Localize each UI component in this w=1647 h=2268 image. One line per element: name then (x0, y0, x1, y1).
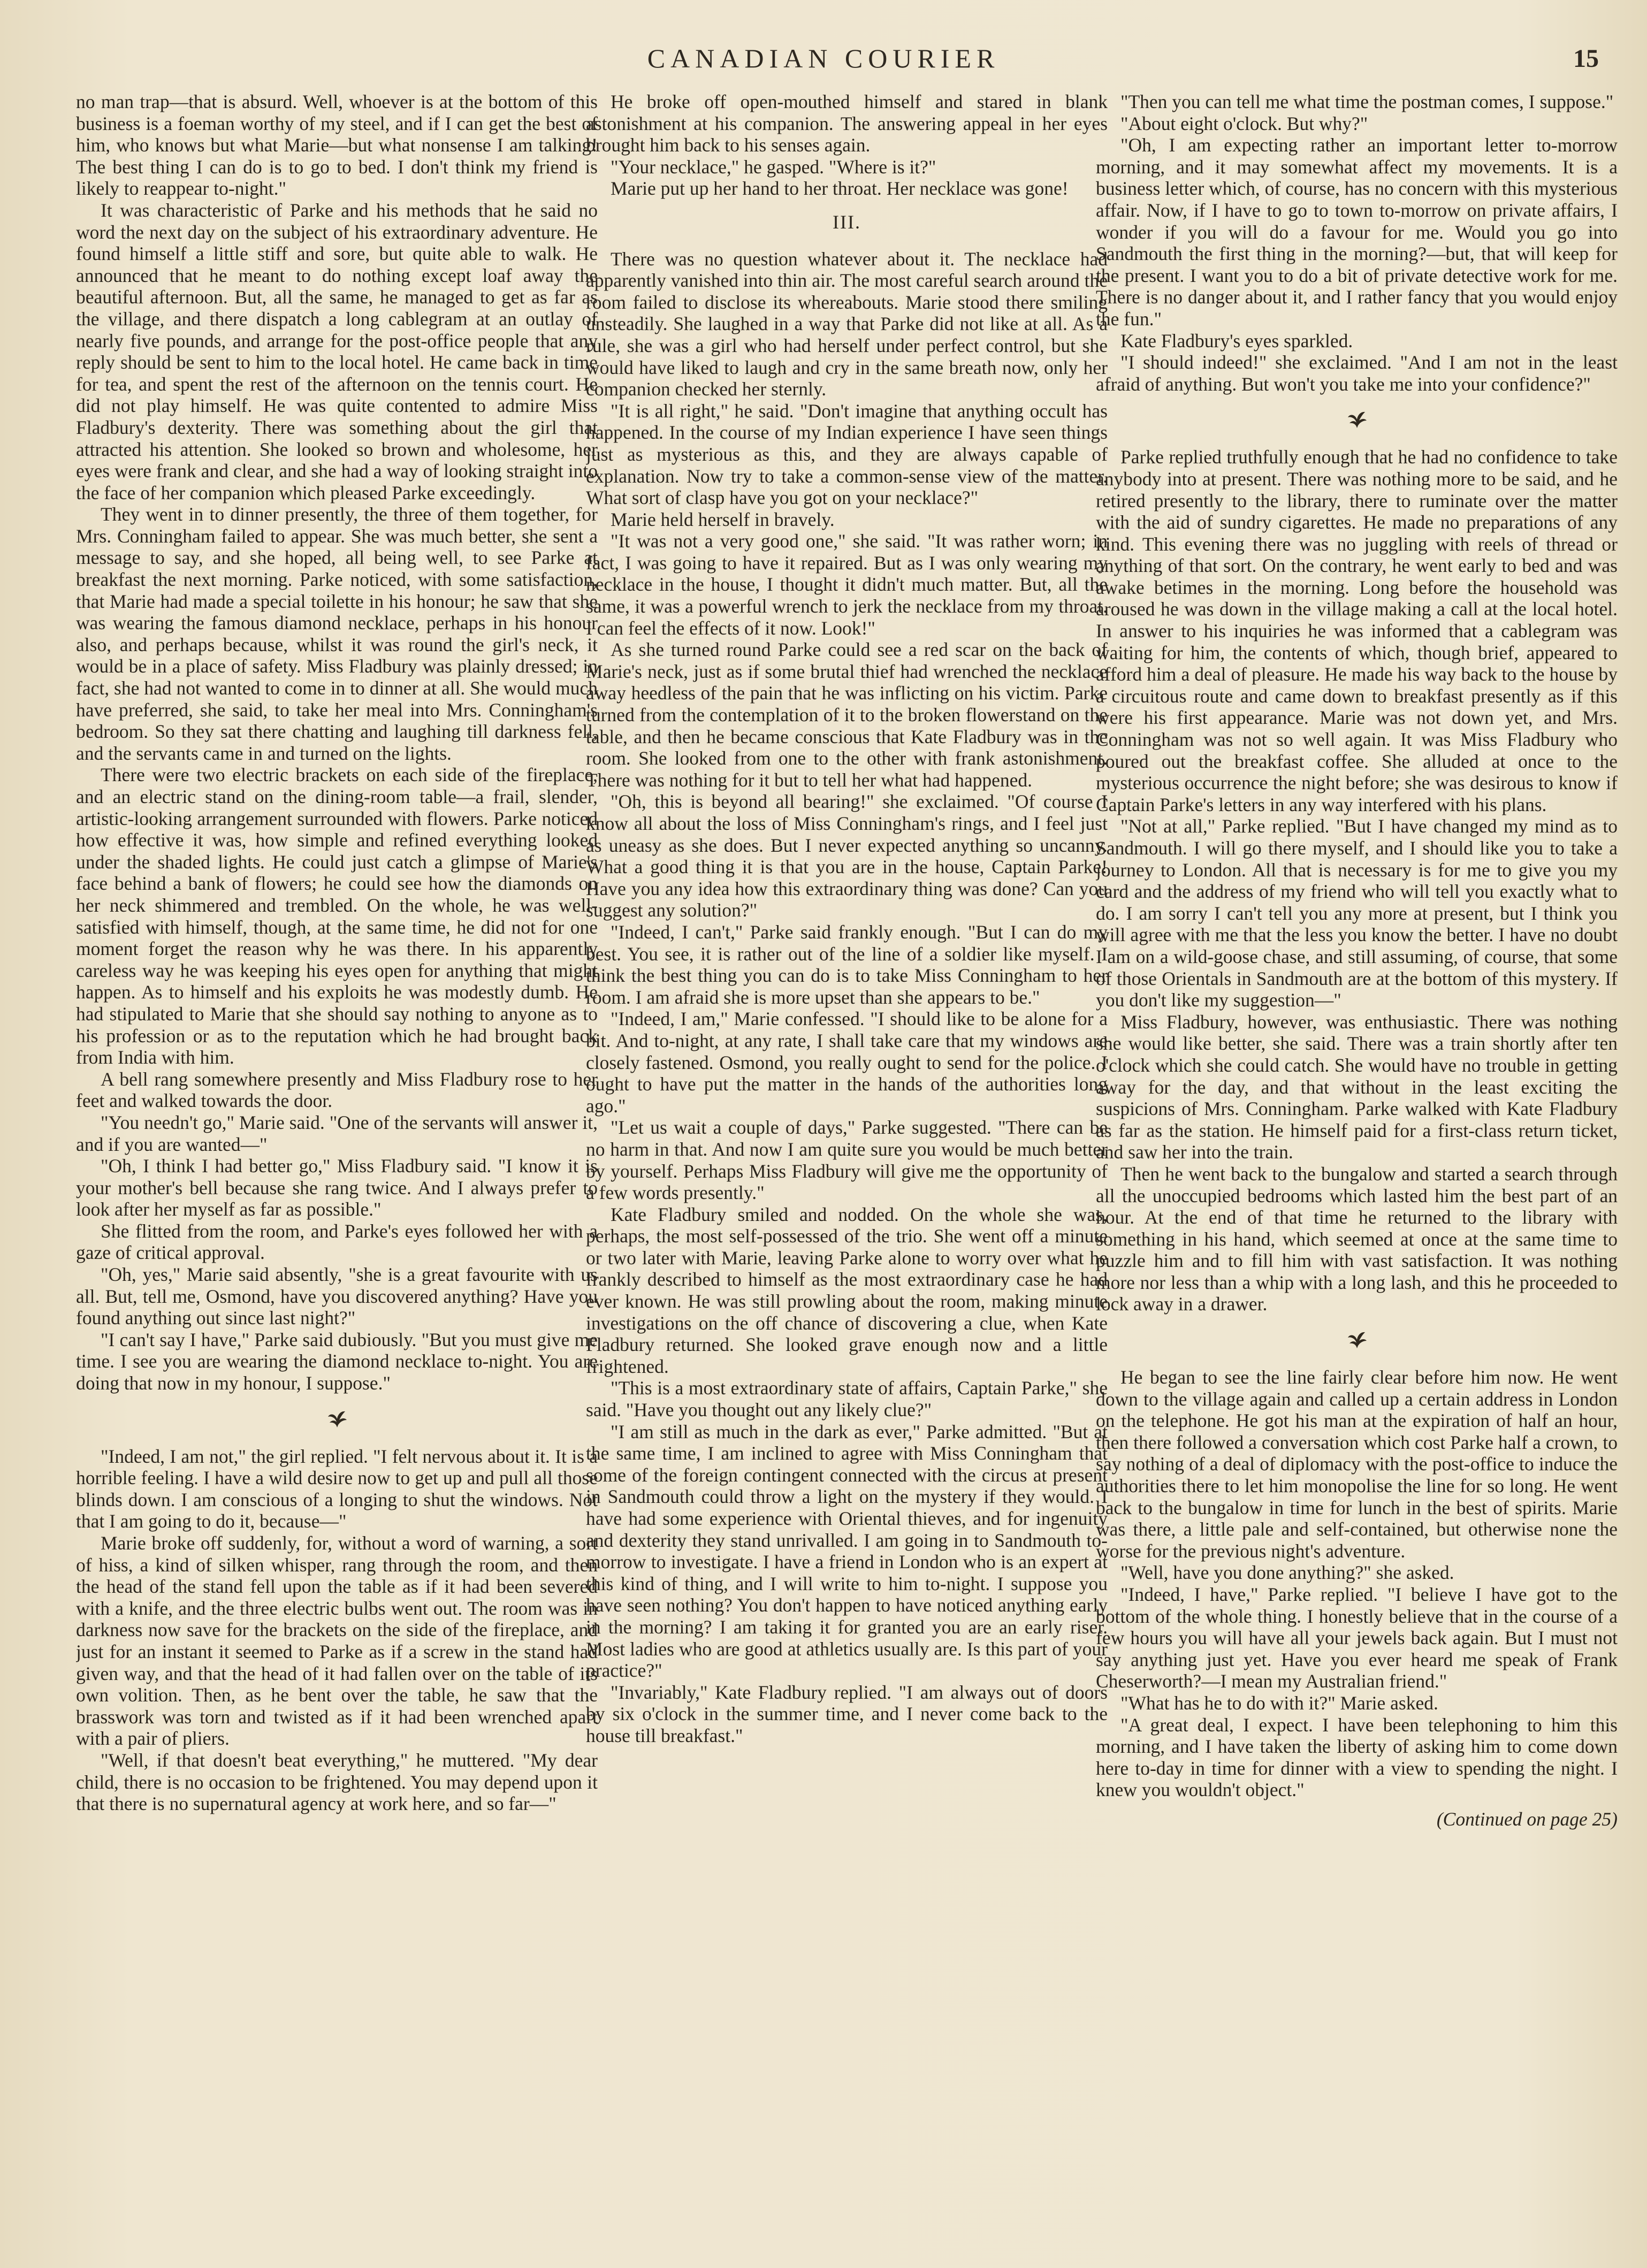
paragraph: She flitted from the room, and Parke's eyes followed her with a gaze of critical approval. (76, 1220, 598, 1264)
paragraph: "What has he to do with it?" Marie asked. (1120, 1692, 1438, 1714)
paragraph: "About eight o'clock. But why?" (1120, 112, 1368, 134)
paragraph: "Oh, this is beyond all bearing!" she exclaimed. "Of course I know all about the loss of Miss Conningham's rings, and I feel just as uneasy as she does. But I never expected anything so uncanny. What a good thing it is that you are in the house, Captain Parke! Have you any idea how this extraordinary thing was done? Can you suggest any solution?" (586, 791, 1108, 921)
paragraph: "Indeed, I can't," Parke said frankly enough. "But I can do my best. You see, it is rather out of the line of a soldier like myself. I think the best thing you can do is to take Miss Conningham to her room. I am afraid she is more upset than she appears to be." (586, 921, 1108, 1008)
paragraph: Miss Fladbury, however, was enthusiastic. There was nothing she would like better, she said. There was a train shortly after ten o'clock which she could catch. She would have no trouble in getting away for the day, and that without in the least exciting the suspicions of Mrs. Conningham. Parke walked with Kate Fladbury as far as the station. He himself paid for a first-class return ticket, and saw her into the train. (1096, 1011, 1618, 1163)
paragraph: He broke off open-mouthed himself and stared in blank astonishment at his companion. The answering appeal in her eyes brought him back to his senses again. (586, 91, 1108, 156)
paragraph: "Oh, I am expecting rather an important letter to-morrow morning, and it may somewhat affect my movements. It is a business letter which, of course, has no concern with this mysterious affair. Now, if I have to go to town to-morrow on private affairs, I wonder if you will do a favour for me. Would you go into Sandmouth the first thing in the morning?—but, that will keep for the present. I want you to do a bit of private detective work for me. There is no danger about it, and I rather fancy that you would enjoy the fun." (1096, 134, 1618, 330)
paragraph: "I can't say I have," Parke said dubiously. "But you must give me time. I see you are wearing the diamond necklace to-night. You are doing that now in my honour, I suppose." (76, 1328, 598, 1394)
paragraph: "Not at all," Parke replied. "But I have changed my mind as to Sandmouth. I will go there myself, and I should like you to take a journey to London. All that is necessary is for me to give you my card and the address of my friend who will tell you exactly what to do. I am sorry I can't tell you any more at present, but I think you will agree with me that the less you know the better. I have no doubt I am on a wild-goose chase, and still assuming, of course, that some of those Orientals in Sandmouth are at the bottom of this mystery. If you don't like my suggestion—" (1096, 815, 1618, 1011)
paragraph: Parke replied truthfully enough that he had no confidence to take anybody into at present. There was nothing more to be said, and he retired presently to the library, there to ruminate over the matter with the aid of sundry cigarettes. He made no preparations of any kind. This evening there was no juggling with reels of thread or anything of that sort. On the contrary, he went early to bed and was awake betimes in the morning. Long before the household was aroused he was down in the village making a call at the local hotel. In answer to his inquiries he was informed that a cablegram was waiting for him, the contents of which, though brief, appeared to afford him a deal of pleasure. He made his way back to the house by a circuitous route and came down to breakfast presently as if this were his first appearance. Marie was not down yet, and Mrs. Conningham was not so well again. It was Miss Fladbury who poured out the breakfast coffee. She alluded at once to the mysterious occurrence the night before; she was desirous to know if Captain Parke's letters in any way interfered with his plans. (1096, 446, 1618, 815)
paragraph: "Let us wait a couple of days," Parke suggested. "There can be no harm in that. And now I am quite sure you would be much better by yourself. Perhaps Miss Fladbury will give me the opportunity of a few words presently." (586, 1117, 1108, 1204)
paragraph: "Well, if that doesn't beat everything," he muttered. "My dear child, there is no occasion to be frightened. You may depend upon it that there is no supernatural agency at work here, and so far—" (76, 1749, 598, 1815)
paragraph: "Your necklace," he gasped. "Where is it?" (611, 156, 936, 178)
paragraph: "Well, have you done anything?" she asked. (1120, 1562, 1454, 1584)
paragraph: There were two electric brackets on each side of the fireplace, and an electric stand on the dining-room table—a frail, slender, artistic-looking arrangement surrounded with flowers. Parke noticed how effective it was, how simple and refined everything looked under the shaded lights. He could just catch a glimpse of Marie's face behind a bank of flowers; he could see how the diamonds on her neck shimmered and trembled. On the whole, he was well-satisfied with himself, though, at the same time, he did not for one moment forget the reason why he was there. In his apparently careless way he was keeping his eyes open for anything that might happen. As to himself and his exploits he was modestly dumb. He had stipulated to Marie that she should say nothing to anyone as to his profession or as to the reputation which he had brought back from India with him. (76, 764, 598, 1068)
paragraph: Marie held herself in bravely. (611, 508, 835, 530)
continued-note: (Continued on page 25) (1436, 1808, 1618, 1830)
fleuron-icon (1096, 1329, 1618, 1350)
paragraph: As she turned round Parke could see a red scar on the back of Marie's neck, just as if some brutal thief had wrenched the necklace away heedless of the pain that he was inflicting on his victim. Parke turned from the contemplation of it to the broken flowerstand on the table, and then he became conscious that Kate Fladbury was in the room. She looked from one to the other with frank astonishment. There was nothing for it but to tell her what had happened. (586, 639, 1108, 791)
fleuron-icon (1096, 409, 1618, 430)
paragraph: He began to see the line fairly clear before him now. He went down to the village again and called up a certain address in London on the telephone. He got his man at the expiration of half an hour, then there followed a conversation which cost Parke half a crown, to say nothing of a deal of diplomacy with the post-office to induce the authorities there to let him monopolise the line for so long. He went back to the bungalow in time for lunch in the best of spirits. Marie was there, a little pale and self-contained, but otherwise none the worse for the previous night's adventure. (1096, 1366, 1618, 1562)
paragraph: Kate Fladbury smiled and nodded. On the whole she was, perhaps, the most self-possessed of the trio. She went off a minute or two later with Marie, leaving Parke alone to worry over what he frankly described to himself as the most extraordinary case he had ever known. He was still prowling about the room, making minute investigations on the off chance of discovering a clue, when Kate Fladbury returned. She looked grave enough now and a little frightened. (586, 1203, 1108, 1377)
paragraph: "A great deal, I expect. I have been telephoning to him this morning, and I have taken the liberty of asking him to come down here to-day in time for dinner with a view to spending the night. I knew you wouldn't object." (1096, 1714, 1618, 1801)
paragraph: Marie broke off suddenly, for, without a word of warning, a sort of hiss, a kind of silken whisper, rang through the room, and then the head of the stand fell upon the table as if it had been severed with a knife, and the three electric bulbs went out. The room was in darkness now save for the brackets on the side of the fireplace, and just for an instant it seemed to Parke as if a screw in the stand had given way, and that the head of it had fallen over on the table of its own volition. Then, as he bent over the table, he saw that the brasswork was torn and twisted as if it had been wrenched apart with a pair of pliers. (76, 1532, 598, 1750)
paragraph: "I am still as much in the dark as ever," Parke admitted. "But at the same time, I am inclined to agree with Miss Conningham that some of the foreign contingent connected with the circus at present in Sandmouth could throw a light on the mystery if they would. I have had some experience with Oriental thieves, and for ingenuity and dexterity they stand unrivalled. I am going in to Sandmouth to-morrow to investigate. I have a friend in London who is an expert at this kind of thing, and I will write to him to-night. I suppose you have seen nothing? You don't happen to have noticed anything early in the morning? I am taking it for granted you are an early riser. Most ladies who are good at athletics usually are. Is this part of your practice?" (586, 1421, 1108, 1682)
paragraph: "I should indeed!" she exclaimed. "And I am not in the least afraid of anything. But won't you take me into your confidence?" (1096, 352, 1618, 395)
paragraph: "Invariably," Kate Fladbury replied. "I am always out of doors by six o'clock in the summer time, and I never come back to the house till breakfast." (586, 1681, 1108, 1746)
text-column-right (1096, 91, 1618, 2210)
paragraph: "Oh, I think I had better go," Miss Fladbury said. "I know it is your mother's bell because she rang twice. And I always prefer to look after her myself as far as possible." (76, 1155, 598, 1220)
text-column-middle (586, 91, 1108, 2210)
paragraph: Kate Fladbury's eyes sparkled. (1120, 330, 1353, 352)
paragraph: "It is all right," he said. "Don't imagine that anything occult has happened. In the course of my Indian experience I have seen things just as mysterious as this, and they are always capable of explanation. Now try to take a common-sense view of the matter. What sort of clasp have you got on your necklace?" (586, 400, 1108, 509)
text-column-left (76, 91, 598, 2210)
masthead: CANADIAN COURIER (647, 43, 1000, 73)
paragraph: Then he went back to the bungalow and started a search through all the unoccupied bedrooms which lasted him the best part of an hour. At the end of that time he returned to the library with something in his hand, which seemed at once at the same time to puzzle him and to fill him with vast satisfaction. It was nothing more nor less than a whip with a long lash, and this he proceeded to lock away in a drawer. (1096, 1163, 1618, 1315)
paragraph: They went in to dinner presently, the three of them together, for Mrs. Conningham failed to appear. She was much better, she sent a message to say, and she hoped, all being well, to see Parke at breakfast the next morning. Parke noticed, with some satisfaction, that Marie had made a special toilette in his honour; he saw that she was wearing the famous diamond necklace, perhaps in his honour also, and perhaps because, whilst it was round the girl's neck, it would be in a place of safety. Miss Fladbury was plainly dressed; in fact, she had not wanted to come in to dinner at all. She would much have preferred, she said, to take her meal into Mrs. Conningham's bedroom. So they sat there chatting and laughing till darkness fell, and the servants came in and turned on the lights. (76, 503, 598, 764)
paragraph: "You needn't go," Marie said. "One of the servants will answer it, and if you are wanted—" (76, 1111, 598, 1155)
paragraph: "Then you can tell me what time the postman comes, I suppose." (1120, 91, 1614, 112)
paragraph: "It was not a very good one," she said. "It was rather worn; in fact, I was going to have it repaired. But as I was only wearing my necklace in the house, I thought it didn't much matter. But, all the same, it was a powerful wrench to jerk the necklace from my throat. I can feel the effects of it now. Look!" (586, 530, 1108, 639)
page-number: 15 (1573, 44, 1599, 73)
paragraph: "Indeed, I am not," the girl replied. "I felt nervous about it. It is a horrible feeling. I have a wild desire now to get up and pull all those blinds down. I am conscious of a longing to shut the windows. Not that I am going to do it, because—" (76, 1445, 598, 1532)
paragraph: "Indeed, I have," Parke replied. "I believe I have got to the bottom of the whole thing. I honestly believe that in the course of a few hours you will have all your jewels back again. But I must not say anything just yet. Have you ever heard me speak of Frank Cheserworth?—I mean my Australian friend." (1096, 1584, 1618, 1692)
paragraph: "Indeed, I am," Marie confessed. "I should like to be alone for a bit. And to-night, at any rate, I shall take care that my windows are closely fastened. Osmond, you really ought to send for the police. I ought to have put the matter in the hands of the authorities long ago." (586, 1008, 1108, 1117)
paragraph: Marie put up her hand to her throat. Her necklace was gone! (611, 178, 1069, 200)
paragraph: It was characteristic of Parke and his methods that he said no word the next day on the subject of his extraordinary adventure. He found himself a little stiff and sore, but quite able to walk. He announced that he meant to do nothing except loaf away the beautiful afternoon. But, all the same, he managed to get as far as the village, and there dispatch a long cablegram at an outlay of nearly five pounds, and arrange for the post-office people that any reply should be sent to him to the local hotel. He came back in time for tea, and spent the rest of the afternoon on the tennis court. He did not play himself. He was quite contented to admire Miss Fladbury's dexterity. There was something about the girl that attracted his attention. She looked so brown and wholesome, her eyes were frank and clear, and she had a way of looking straight into the face of her companion which pleased Parke exceedingly. (76, 199, 598, 503)
section-number: III. (833, 211, 861, 233)
paragraph: "This is a most extraordinary state of affairs, Captain Parke," she said. "Have you thought out any likely clue?" (586, 1377, 1108, 1421)
paragraph: There was no question whatever about it. The necklace had apparently vanished into thin air. The most careful search around the room failed to disclose its whereabouts. Marie stood there smiling unsteadily. She laughed in a way that Parke did not like at all. As a rule, she was a girl who had herself under perfect control, but she would have liked to laugh and cry in the same breath now, only her companion checked her sternly. (586, 248, 1108, 400)
paragraph: no man trap—that is absurd. Well, whoever is at the bottom of this business is a foeman worthy of my steel, and if I can get the best of him, who knows but what Marie—but what nonsense I am talking! The best thing I can do is to go to bed. I don't think my friend is likely to reappear to-night." (76, 91, 598, 200)
fleuron-icon (76, 1408, 598, 1430)
paragraph: "Oh, yes," Marie said absently, "she is a great favourite with us all. But, tell me, Osmond, have you discovered anything? Have you found anything out since last night?" (76, 1264, 598, 1329)
page-header (0, 43, 1647, 75)
paragraph: A bell rang somewhere presently and Miss Fladbury rose to her feet and walked towards the door. (76, 1068, 598, 1112)
